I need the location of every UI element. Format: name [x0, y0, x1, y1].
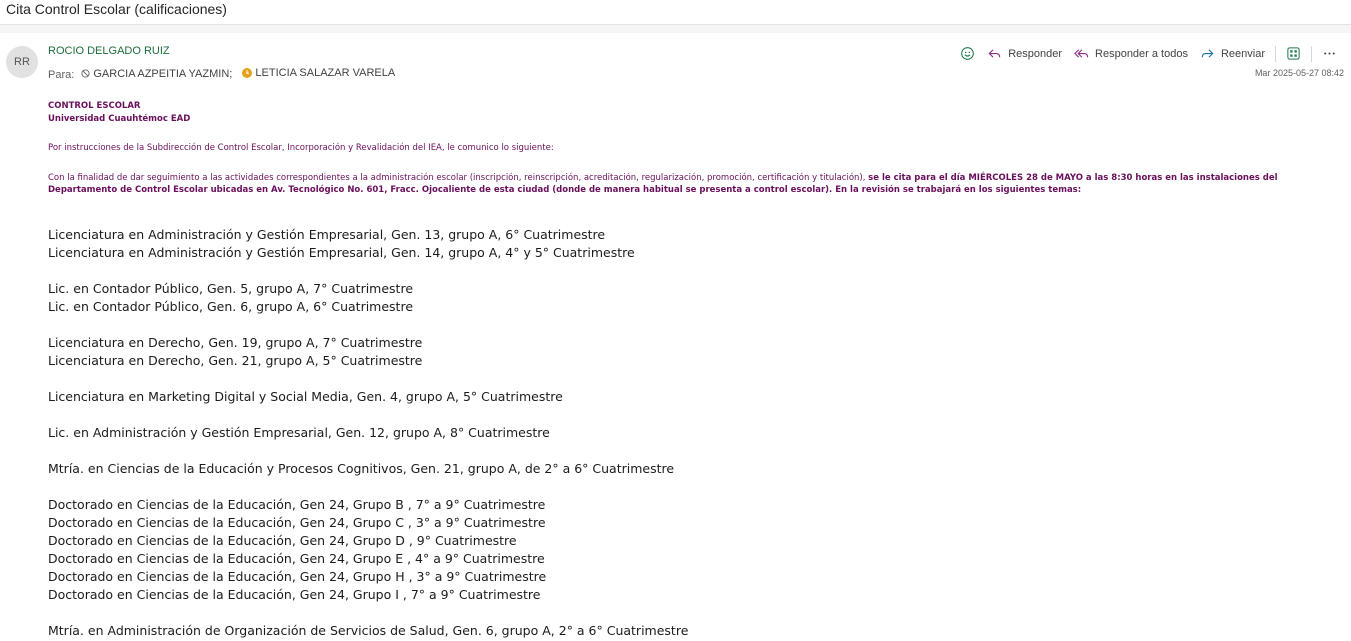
- program-line: Mtría. en Ciencias de la Educación y Procesos Cognitivos, Gen. 21, grupo A, de 2° a 6° Cuatrimestre: [48, 461, 675, 476]
- list-spacer: [48, 406, 688, 424]
- program-line: Doctorado en Ciencias de la Educación, Gen 24, Grupo E , 4° a 9° Cuatrimestre: [48, 551, 545, 566]
- message-actions: [954, 44, 1343, 63]
- program-line: Lic. en Administración y Gestión Empresarial, Gen. 12, grupo A, 8° Cuatrimestre: [48, 425, 550, 440]
- header-separator: [0, 25, 1351, 33]
- message-date: Mar 2025-05-27 08:42: [1254, 68, 1344, 78]
- subject-bar: [0, 0, 1351, 25]
- reply-all-icon: [1074, 46, 1089, 61]
- apps-grid-icon: [1286, 46, 1301, 61]
- list-spacer: [48, 478, 688, 496]
- program-line: Licenciatura en Derecho, Gen. 19, grupo A, 7° Cuatrimestre: [48, 335, 423, 350]
- forward-label: Reenviar: [1220, 47, 1265, 60]
- reply-arrow-icon: [987, 46, 1002, 61]
- recipient-2[interactable]: [242, 67, 395, 79]
- forward-button[interactable]: [1194, 44, 1271, 63]
- body-paragraph: [48, 172, 1333, 196]
- sender-name[interactable]: ROCIO DELGADO RUIZ: [48, 45, 170, 57]
- program-list: [48, 226, 688, 640]
- program-line: Doctorado en Ciencias de la Educación, Gen 24, Grupo B , 7° a 9° Cuatrimestre: [48, 497, 546, 512]
- more-icon: [1322, 46, 1337, 61]
- program-line: Licenciatura en Derecho, Gen. 21, grupo A, 5° Cuatrimestre: [48, 353, 423, 368]
- program-line: Licenciatura en Administración y Gestión Empresarial, Gen. 13, grupo A, 6° Cuatrimestre: [48, 227, 606, 242]
- program-line: Lic. en Contador Público, Gen. 5, grupo A, 7° Cuatrimestre: [48, 281, 414, 296]
- to-label: Para:: [48, 69, 75, 81]
- body-header-1: CONTROL ESCOLAR: [48, 101, 141, 111]
- list-spacer: [48, 316, 688, 334]
- paragraph-emphasis: se le cita para el día MIÉRCOLES 28 de MAYO a las 8:30 horas en las instalaciones del Departamento de Control Escolar ubicadas en Av. Tecnológico No. 601, Fracc. Ojocaliente de esta ciudad (donde de manera habitual se presenta a control escolar). En la revisión se trabajará en los siguientes temas:: [48, 173, 1278, 195]
- smiley-icon: [960, 46, 975, 61]
- email-subject: Cita Control Escolar (calificaciones): [6, 1, 227, 17]
- program-line: Doctorado en Ciencias de la Educación, Gen 24, Grupo H , 3° a 9° Cuatrimestre: [48, 569, 547, 584]
- program-line: Licenciatura en Marketing Digital y Social Media, Gen. 4, grupo A, 5° Cuatrimestre: [48, 389, 563, 404]
- recipients-line: [48, 67, 395, 81]
- program-line: Doctorado en Ciencias de la Educación, Gen 24, Grupo D , 9° Cuatrimestre: [48, 533, 517, 548]
- list-spacer: [48, 604, 688, 622]
- recipient-1[interactable]: [81, 68, 232, 80]
- list-spacer: [48, 442, 688, 460]
- program-line: Doctorado en Ciencias de la Educación, Gen 24, Grupo C , 3° a 9° Cuatrimestre: [48, 515, 546, 530]
- avatar[interactable]: RR: [6, 46, 38, 78]
- toolbar-divider-2: [1311, 46, 1312, 62]
- program-line: Licenciatura en Administración y Gestión Empresarial, Gen. 14, grupo A, 4° y 5° Cuatrimestre: [48, 245, 635, 260]
- body-header-2: Universidad Cuauhtémoc EAD: [48, 114, 191, 124]
- forward-arrow-icon: [1200, 46, 1215, 61]
- apps-button[interactable]: [1280, 44, 1307, 63]
- list-spacer: [48, 370, 688, 388]
- reply-all-button[interactable]: [1068, 44, 1194, 63]
- list-spacer: [48, 262, 688, 280]
- blocked-status-icon: [81, 69, 90, 78]
- message-pane: [0, 33, 1351, 641]
- body-intro: Por instrucciones de la Subdirección de Control Escolar, Incorporación y Revalidación del IEA, le comunico lo siguiente:: [48, 143, 554, 153]
- reply-button[interactable]: [981, 44, 1068, 63]
- reply-label: Responder: [1008, 47, 1063, 60]
- emoji-button[interactable]: [954, 44, 981, 63]
- paragraph-text: Con la finalidad de dar seguimiento a las actividades correspondientes a la administración escolar (inscripción, reinscripción, acreditación, regularización, promoción, certificación y titulación),: [48, 173, 869, 183]
- program-line: Doctorado en Ciencias de la Educación, Gen 24, Grupo I , 7° a 9° Cuatrimestre: [48, 587, 541, 602]
- more-actions-button[interactable]: [1316, 44, 1343, 63]
- program-line: Mtría. en Administración de Organización de Servicios de Salud, Gen. 6, grupo A, 2° a 6° Cuatrimestre: [48, 623, 689, 638]
- recipient-2-name: LETICIA SALAZAR VARELA: [255, 67, 396, 79]
- recipient-1-name: GARCIA AZPEITIA YAZMIN;: [93, 67, 233, 80]
- reply-all-label: Responder a todos: [1095, 47, 1188, 60]
- toolbar-divider: [1275, 46, 1276, 62]
- away-clock-icon: [242, 68, 252, 78]
- program-line: Lic. en Contador Público, Gen. 6, grupo A, 6° Cuatrimestre: [48, 299, 414, 314]
